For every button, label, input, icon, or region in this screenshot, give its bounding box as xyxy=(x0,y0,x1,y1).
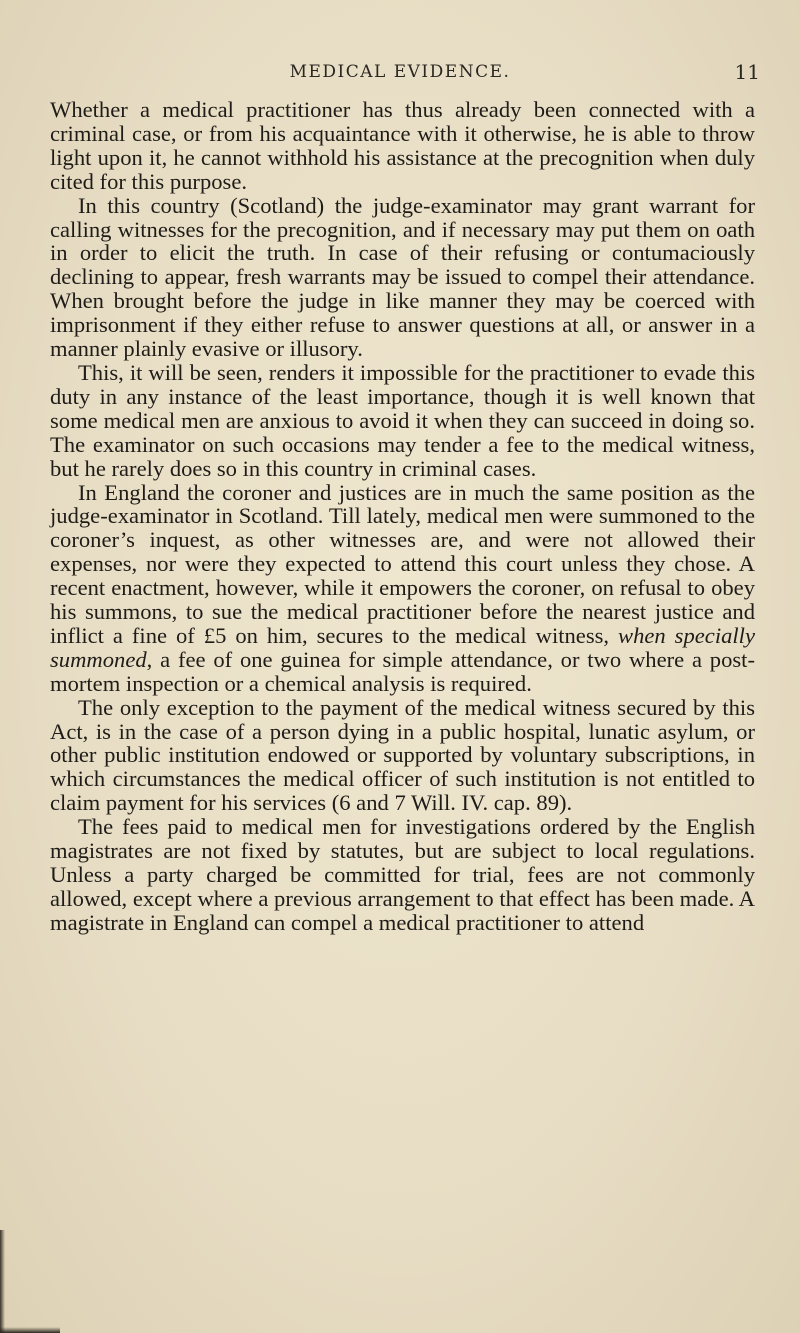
paragraph-2 xyxy=(50,194,755,361)
paragraph-1 xyxy=(50,98,755,194)
paragraph-4-italic-phrase: when specially summoned xyxy=(50,622,755,672)
paragraph-3-text: This, it will be seen, renders it impossible for the practitioner to evade this duty in any instance of the least importance, though it is well known that some medical men are anxious to avoid it when they can succeed in doing so. The examinator on such occasions may tender a fee to the medical witness, but he rarely does so in this country in criminal cases. xyxy=(50,359,755,481)
paragraph-2-text: In this country (Scotland) the judge-examinator may grant warrant for calling witnesses for the precognition, and if necessary may put them on oath in order to elicit the truth. In case of their refusing or contumaciously declining to appear, fresh warrants may be issued to compel their attendance. When brought before the judge in like manner they may be coerced with imprisonment if they either refuse to answer questions at all, or answer in a manner plainly evasive or illusory. xyxy=(50,192,755,362)
paragraph-1-text: Whether a medical practitioner has thus already been connected with a criminal case, or from his acquaintance with it otherwise, he is able to throw light upon it, he cannot withhold his assistance at the precognition when duly cited for this purpose. xyxy=(50,97,755,194)
paragraph-4-text-a: In England the coroner and justices are in much the same position as the judge-examinator in Scotland. Till lately, medical men were summoned to the coroner’s inquest, as other witnesses are, and were not allowed their expenses, nor were they expected to attend this court unless they chose. A recent enactment, however, while it empowers the coroner, on refusal to obey his summons, to sue the medical practitioner before the nearest justice and inflict a fine of £5 on him, secures to the medical witness, xyxy=(50,479,755,648)
scan-edge-shadow-left xyxy=(0,1230,5,1333)
paragraph-4 xyxy=(50,481,755,696)
paragraph-3 xyxy=(50,361,755,481)
running-head-title: MEDICAL EVIDENCE. xyxy=(289,62,511,82)
paragraph-6-text: The fees paid to medical men for investigations ordered by the English magistrates are not fixed by statutes, but are subject to local regulations. Unless a party charged be committed for trial, fees are not commonly allowed, except where a previous arrangement to that effect has been made. A magistrate in England can compel a medical practitioner to attend xyxy=(50,814,755,935)
body-text xyxy=(50,98,755,935)
paragraph-4-text-b: , a fee of one guinea for simple attendance, or two where a post-mortem inspection or a chemical analysis is required. xyxy=(50,646,755,696)
paragraph-5-text: The only exception to the payment of the medical witness secured by this Act, is in the case of a person dying in a public hospital, lunatic asylum, or other public institution endowed or supported by voluntary subscriptions, in which circumstances the medical officer of such institution is not entitled to claim payment for his services (6 and 7 Will. IV. cap. 89). xyxy=(50,694,755,816)
paragraph-5 xyxy=(50,696,755,816)
page-number: 11 xyxy=(734,60,760,84)
paragraph-6 xyxy=(50,815,755,935)
scan-edge-shadow-bottom xyxy=(0,1327,60,1333)
running-head xyxy=(0,60,800,90)
